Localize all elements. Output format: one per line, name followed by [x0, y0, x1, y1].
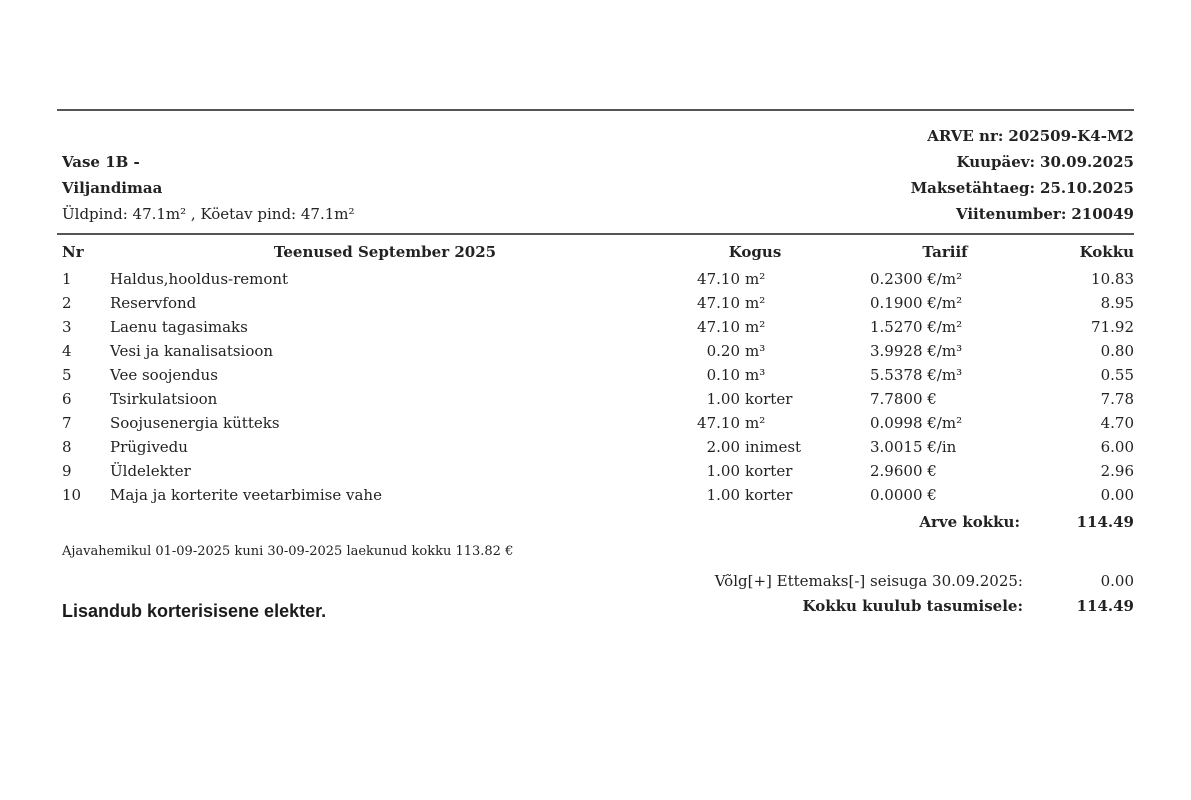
total-line-value: 0.00 — [1100, 572, 1134, 590]
row-quantity-unit: m² — [745, 414, 766, 432]
table-row — [57, 387, 1134, 411]
payments-received-note: Ajavahemikul 01-09-2025 kuni 30-09-2025 laekunud kokku 113.82 € — [62, 544, 514, 559]
row-number: 1 — [62, 270, 72, 288]
row-number: 3 — [62, 318, 72, 336]
table-row — [57, 315, 1134, 339]
row-quantity — [665, 435, 845, 459]
row-service: Maja ja korterite veetarbimise vahe — [110, 486, 382, 504]
row-tariff: 1.5270 €/m² — [870, 318, 963, 336]
invoice-meta-label: Kuupäev: — [956, 153, 1036, 171]
row-service: Soojusenergia kütteks — [110, 414, 280, 432]
invoice-meta-line — [911, 123, 1134, 149]
row-total: 0.55 — [1100, 366, 1134, 384]
row-quantity-unit: korter — [745, 462, 793, 480]
row-quantity-number: 0.20 — [706, 342, 740, 360]
row-quantity-number: 47.10 — [697, 294, 740, 312]
row-service: Vee soojendus — [110, 366, 218, 384]
row-number: 10 — [62, 486, 82, 504]
row-service: Üldelekter — [110, 462, 191, 480]
subtotal-row — [57, 507, 1134, 534]
row-quantity-number: 1.00 — [706, 462, 740, 480]
row-tariff: 0.0000 € — [870, 486, 937, 504]
row-tariff: 3.9928 €/m³ — [870, 342, 963, 360]
services-table — [57, 235, 1134, 534]
total-line-label: Kokku kuulub tasumisele: — [802, 597, 1023, 615]
row-service: Haldus,hooldus-remont — [110, 270, 289, 288]
property-area-line: Üldpind: 47.1m² , Köetav pind: 47.1m² — [62, 205, 355, 223]
column-header-service: Teenused September 2025 — [273, 243, 497, 261]
row-quantity-unit: korter — [745, 486, 793, 504]
table-row — [57, 459, 1134, 483]
column-header-qty: Kogus — [728, 243, 782, 261]
row-service: Reservfond — [110, 294, 197, 312]
row-quantity — [665, 459, 845, 483]
row-quantity — [665, 411, 845, 435]
invoice-meta-line — [911, 149, 1134, 175]
row-quantity-number: 1.00 — [706, 390, 740, 408]
row-quantity-number: 2.00 — [706, 438, 740, 456]
row-tariff: 0.0998 €/m² — [870, 414, 963, 432]
row-total: 8.95 — [1100, 294, 1134, 312]
invoice-meta — [911, 123, 1134, 227]
row-quantity — [665, 291, 845, 315]
row-quantity-unit: m² — [745, 294, 766, 312]
table-row — [57, 483, 1134, 507]
totals-block — [57, 569, 1134, 619]
row-number: 4 — [62, 342, 72, 360]
row-number: 7 — [62, 414, 72, 432]
row-tariff: 7.7800 € — [870, 390, 937, 408]
total-line-value: 114.49 — [1076, 597, 1134, 615]
invoice-meta-value: 25.10.2025 — [1040, 179, 1134, 197]
invoice-meta-value: 202509-K4-M2 — [1008, 127, 1134, 145]
row-quantity-unit: m³ — [745, 342, 766, 360]
column-header-tariff: Tariif — [922, 243, 968, 261]
row-quantity-number: 1.00 — [706, 486, 740, 504]
row-quantity-number: 47.10 — [697, 414, 740, 432]
table-row — [57, 435, 1134, 459]
table-row — [57, 339, 1134, 363]
row-total: 0.80 — [1100, 342, 1134, 360]
row-number: 5 — [62, 366, 72, 384]
invoice-header — [57, 111, 1134, 233]
subtotal-label: Arve kokku: — [919, 513, 1020, 531]
table-row — [57, 267, 1134, 291]
invoice-meta-label: ARVE nr: — [927, 127, 1004, 145]
row-service: Vesi ja kanalisatsioon — [110, 342, 274, 360]
row-total: 4.70 — [1100, 414, 1134, 432]
column-header-total: Kokku — [1079, 243, 1134, 261]
row-total: 10.83 — [1091, 270, 1134, 288]
row-quantity — [665, 363, 845, 387]
column-header-nr: Nr — [62, 243, 84, 261]
row-quantity — [665, 483, 845, 507]
row-total: 2.96 — [1100, 462, 1134, 480]
total-line — [57, 569, 1134, 594]
invoice-meta-label: Maksetähtaeg: — [910, 179, 1036, 197]
row-total: 7.78 — [1100, 390, 1134, 408]
row-quantity-number: 47.10 — [697, 270, 740, 288]
table-row — [57, 363, 1134, 387]
row-service: Tsirkulatsioon — [110, 390, 218, 408]
row-total: 71.92 — [1091, 318, 1134, 336]
property-address-line2: Viljandimaa — [62, 179, 163, 197]
row-quantity-number: 0.10 — [706, 366, 740, 384]
row-quantity — [665, 339, 845, 363]
property-info — [62, 149, 355, 227]
total-line-label: Võlg[+] Ettemaks[-] seisuga 30.09.2025: — [714, 572, 1023, 590]
subtotal-value: 114.49 — [1076, 513, 1134, 531]
invoice-meta-value: 210049 — [1071, 205, 1134, 223]
row-quantity-unit: korter — [745, 390, 793, 408]
table-header-row — [57, 235, 1134, 267]
invoice-document — [57, 0, 1134, 619]
row-tariff: 0.2300 €/m² — [870, 270, 963, 288]
row-quantity-unit: m² — [745, 270, 766, 288]
row-tariff: 5.5378 €/m³ — [870, 366, 963, 384]
row-quantity-unit: m² — [745, 318, 766, 336]
row-service: Prügivedu — [110, 438, 188, 456]
row-tariff: 0.1900 €/m² — [870, 294, 963, 312]
row-number: 8 — [62, 438, 72, 456]
row-number: 9 — [62, 462, 72, 480]
table-row — [57, 411, 1134, 435]
row-quantity — [665, 315, 845, 339]
invoice-meta-value: 30.09.2025 — [1040, 153, 1134, 171]
invoice-meta-line — [911, 201, 1134, 227]
row-quantity-unit: m³ — [745, 366, 766, 384]
invoice-meta-line — [911, 175, 1134, 201]
row-tariff: 2.9600 € — [870, 462, 937, 480]
row-quantity — [665, 387, 845, 411]
row-number: 6 — [62, 390, 72, 408]
row-number: 2 — [62, 294, 72, 312]
row-total: 0.00 — [1100, 486, 1134, 504]
table-row — [57, 291, 1134, 315]
property-address-line1: Vase 1B - — [62, 153, 140, 171]
row-total: 6.00 — [1100, 438, 1134, 456]
row-quantity — [665, 267, 845, 291]
electricity-note: Lisandub korterisisene elekter. — [62, 601, 327, 621]
row-quantity-number: 47.10 — [697, 318, 740, 336]
invoice-meta-label: Viitenumber: — [955, 205, 1067, 223]
row-service: Laenu tagasimaks — [110, 318, 248, 336]
row-quantity-unit: inimest — [745, 438, 802, 456]
row-tariff: 3.0015 €/in — [870, 438, 957, 456]
